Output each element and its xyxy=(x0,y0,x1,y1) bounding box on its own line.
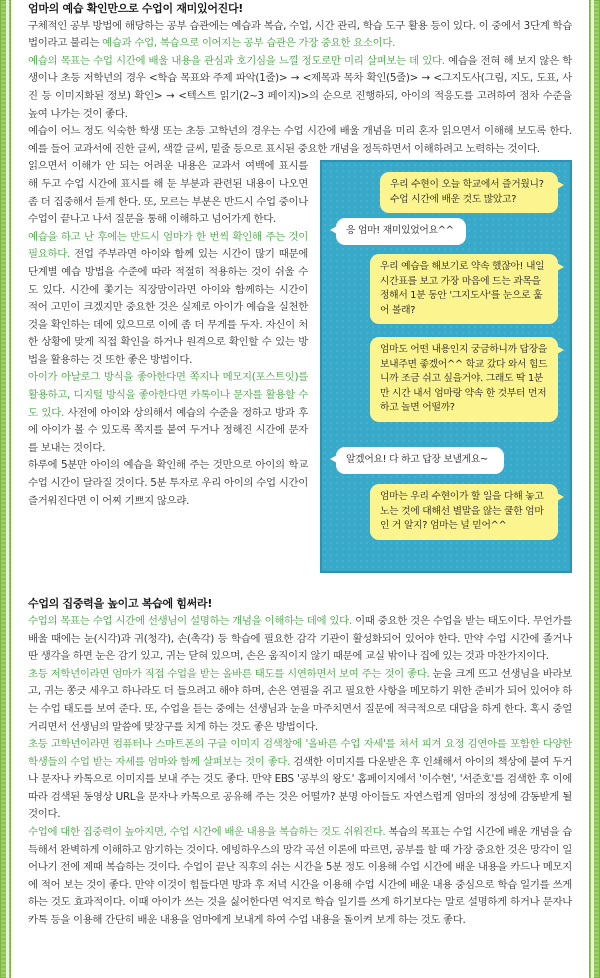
chat-illustration xyxy=(320,160,572,573)
section2-paragraph-2: 초등 저학년이라면 엄마가 직접 수업을 받는 올바른 태도를 시연하면서 보여 주는 것이 좋다. 눈을 크게 뜨고 선생님을 바라보고, 귀는 쫑긋 세우고 하나라도 더 들으려고 해야 하며, 손은 연필을 쥐고 필요한 사항을 메모하기 위한 준비가 되어 있어야 하는 수업 태도를 보여 준다. 또, 수업을 듣는 중에는 선생님과 눈을 마주치면서 질문에 적극적으로 대답을 하게 한다. 혹시 중얼거리면서 선생님의 말씀에 맞장구를 치게 하는 것도 좋은 방법이다. xyxy=(28,667,572,733)
right-border xyxy=(589,0,600,978)
section1-paragraph-4: 읽으면서 이해가 안 되는 어려운 내용은 교과서 여백에 표시를 해 두고 수업 시간에 표시를 해 둔 부분과 관련된 내용이 나오면 좀 더 집중해서 듣게 한다. 또, 모르는 부분은 반드시 수업 중이나 수업이 끝나고 나서 질문을 통해 이해하고 넘어가게 한다. xyxy=(28,160,308,226)
section1-paragraph-3: 예습이 어느 정도 익숙한 학생 또는 초등 고학년의 경우는 수업 시간에 배울 개념을 미리 혼자 읽으면서 이해해 보도록 한다. 예를 들어 교과서에 진한 글씨, 색깔 글씨, 밑줄 등으로 표시된 중요한 개념을 정독하면서 이해하려고 노력하는 것이다. xyxy=(28,125,572,155)
section1-paragraph-7: 하루에 5분만 아이의 예습을 확인해 주는 것만으로 아이의 학교 수업 시간이 달라질 것이다. 5분 투자로 우리 아이의 수업 시간이 즐거워진다면 이 어찌 기쁘지 않으랴. xyxy=(28,459,308,507)
section-gap xyxy=(28,579,572,595)
chat-bubble-mom-4: 엄마는 우리 수현이가 할 일을 다해 놓고 노는 것에 대해선 별말을 않는 쿨한 엄마 인 거 알지? 엄마는 널 믿어^^ xyxy=(370,484,558,540)
section2-paragraph-1: 수업의 목표는 수업 시간에 선생님이 설명하는 개념을 이해하는 데에 있다. 이때 중요한 것은 수업을 받는 태도이다. 무언가를 배울 때에는 눈(시각)과 귀(청각), 손(촉각) 등 학습에 필요한 감각 기관이 활성화되어 있어야 한다. 만약 수업 시간에 졸거나 딴 생각을 하면 눈은 감기 있고, 귀는 닫혀 있으며, 손은 움직이지 않기 때문에 교실 밖이나 집에 있는 것과 마찬가지이다. xyxy=(28,614,572,663)
section1-paragraph-2: 예습의 목표는 수업 시간에 배울 내용을 관심과 호기심을 느낄 정도로만 미리 살펴보는 데 있다. 예습을 전혀 해 보지 않은 학생이나 초등 저학년의 경우 <학습 목표와 주제 파악(1줄)> → <제목과 목차 확인(5줄)> → <그지도사(그림, 지도, 도표, 사진 등 이미지화된 정보) 확인> → <텍스트 읽기(2~3 페이지)>의 순으로 진행하되, 아이의 적응도를 고려하여 점차 수준을 높여 나가는 것이 좋다. xyxy=(28,54,572,120)
section1-paragraph-1: 구체적인 공부 방법에 해당하는 공부 습관에는 예습과 복습, 수업, 시간 관리, 학습 도구 활용 등이 있다. 이 중에서 3단계 학습법이라고 불리는 예습과 수업, 복습으로 이어지는 공부 습관은 가장 중요한 요소이다. xyxy=(28,19,572,50)
section1-paragraph-6: 아이가 아날로그 방식을 좋아한다면 쪽지나 메모지(포스트잇)를 활용하고, 디지털 방식을 좋아한다면 카톡이나 문자를 활용할 수도 있다. 사전에 아이와 상의해서 예습의 수준을 정하고 방과 후에 아이가 볼 수 있도록 쪽지를 붙여 두거나 정해진 시간에 문자를 보내는 것이다. xyxy=(28,371,309,454)
chat-bubble-mom-1: 우리 수현이 오늘 학교에서 즐거웠니? 수업 시간에 배운 것도 많았고? xyxy=(380,172,558,213)
section2-paragraph-4: 수업에 대한 집중력이 높아지면, 수업 시간에 배운 내용을 복습하는 것도 쉬워진다. 복습의 목표는 수업 시간에 배운 개념을 습득해서 완벽하게 이해하고 암기하는 것이다. 에빙하우스의 망각 곡선 이론에 따르면, 공부를 할 때 가장 중요한 것은 망각이 일어나기 전에 제때 복습하는 것이다. 수업이 끝난 직후의 쉬는 시간을 5분 정도 이용해 수업 시간에 배운 내용을 카드나 메모지에 적어 보는 것이 좋다. 만약 이것이 힘들다면 방과 후 저녁 시간을 이용해 수업 시간에 배운 내용 중심으로 학습 일기를 쓰게 하는 것도 효과적이다. 이때 아이가 쓰는 것을 싫어한다면 억지로 학습 일기를 쓰게 하기보다는 말로 설명하게 하거나 문자나 카톡 등을 이용해 간단히 배운 내용을 엄마에게 보내게 하여 수업 내용을 돌이켜 보게 하는 것도 좋다. xyxy=(28,826,572,927)
chat-bubble-child-2: 알겠어요! 다 하고 답장 보낼게요~ xyxy=(336,447,504,474)
chat-float-wrap xyxy=(28,158,572,579)
section2-title: 수업의 집중력을 높이고 복습에 힘써라! xyxy=(28,597,213,611)
section1-paragraph-5: 예습을 하고 난 후에는 반드시 엄마가 한 번씩 확인해 주는 것이 필요하다. 전업 주부라면 아이와 함께 있는 시간이 많기 때문에 단계별 예습 방법을 수준에 따라 적절히 적용하는 것이 쉬울 수도 있다. 시간에 쫓기는 직장맘이라면 아이와 함께하는 시간이 적어 고민이 크겠지만 중요한 것은 실제로 아이가 예습을 실천한 것을 확인하는 데에 있으므로 이에 좀 더 무게를 두자. 자신이 처한 상황에 맞게 직접 확인을 하거나 원격으로 확인할 수 있는 방법을 활용하는 것 또한 좋은 방법이다. xyxy=(28,230,308,366)
article xyxy=(28,0,572,930)
chat-bubble-mom-2: 우리 예습을 해보기로 약속 했잖아! 내일 시간표를 보고 가장 마음에 드는 과목을 정해서 1분 동안 '그지도사'를 눈으로 훑어 볼래? xyxy=(370,254,558,324)
chat-bubble-mom-3: 엄마도 어떤 내용인지 궁금하니까 답장을 보내주면 좋겠어^^ 학교 갔다 와서 힘드니까 조금 쉬고 싶을거야. 그래도 딱 1분만 시간 내서 엄마랑 약속 한 것부터 먼저 하고 놀면 어떨까? xyxy=(370,337,558,422)
section2-paragraph-3: 초등 고학년이라면 컴퓨터나 스마트폰의 구글 이미지 검색창에 '올바른 수업 자세'를 쳐서 피겨 요정 김연아를 포함한 다양한 학생들의 수업 받는 자세를 엄마와 함께 살펴보는 것이 좋다. 검색한 이미지를 다운받은 후 인쇄해서 아이의 책상에 붙여 두거나 문자나 카톡으로 이미지를 보내 주는 것도 좋다. 만약 EBS '공부의 왕도' 홈페이지에서 '이수현', '서준호'를 검색한 후 이에 따라 검색된 동영상 URL을 문자나 카톡으로 공유해 주는 것은 어떨까? 분명 아이들도 자연스럽게 엄마의 정성에 감동받게 될 것이다. xyxy=(28,738,572,821)
section1-title: 엄마의 예습 확인만으로 수업이 재미있어진다! xyxy=(28,2,244,15)
left-border xyxy=(0,0,11,978)
chat-bubble-child-1: 응 엄마! 재미있었어요^^ xyxy=(336,218,466,245)
